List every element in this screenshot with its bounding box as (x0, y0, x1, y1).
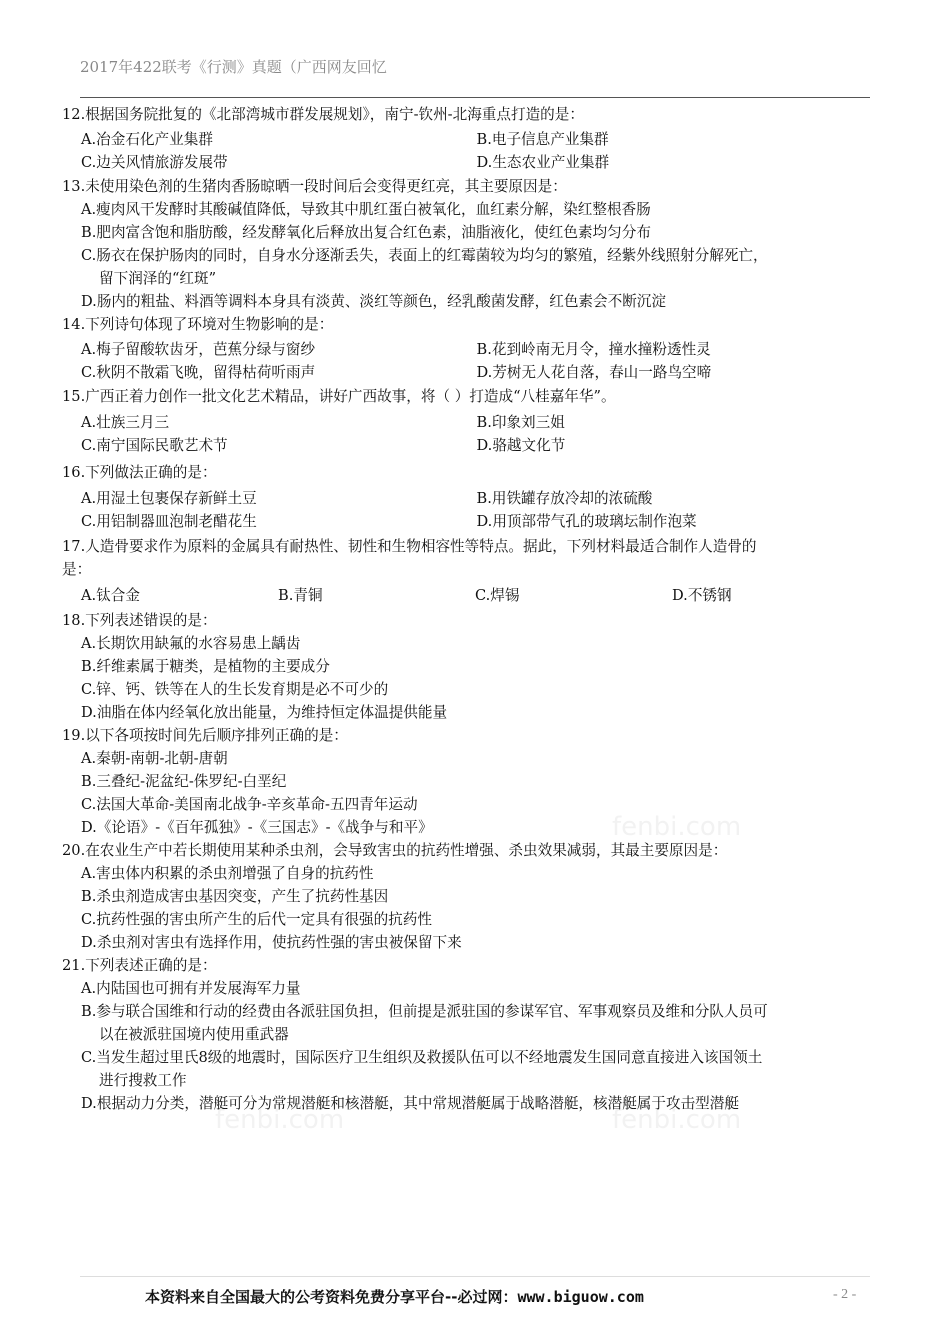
option-b: B.电子信息产业集群 (476, 131, 609, 148)
watermark: fenbi.com (612, 812, 742, 842)
option-c: C.边关风情旅游发展带 (81, 154, 228, 171)
question-stem: 20.在农业生产中若长期使用某种杀虫剂，会导致害虫的抗药性增强、杀虫效果减弱，其最主要原因是： (62, 842, 728, 859)
option-a: A.长期饮用缺氟的水容易患上龋齿 (81, 635, 301, 652)
option-c-line2: 留下润泽的“红斑” (99, 270, 217, 287)
question-stem: 17.人造骨要求作为原料的金属具有耐热性、韧性和生物相容性等特点。据此，下列材料最适合制作人造骨的 (62, 538, 757, 555)
watermark: fenbi.com (215, 1105, 345, 1135)
question-16 (62, 461, 872, 533)
question-13 (62, 175, 872, 313)
question-19 (62, 724, 872, 839)
option-b (62, 1000, 872, 1046)
option-b: B.三叠纪-泥盆纪-侏罗纪-白垩纪 (81, 773, 287, 790)
header-divider (80, 97, 870, 98)
question-14 (62, 313, 872, 384)
option-c-line2: 进行搜救工作 (99, 1072, 187, 1089)
option-c: C.锌、钙、铁等在人的生长发育期是必不可少的 (81, 681, 389, 698)
option-a: A.内陆国也可拥有并发展海军力量 (81, 980, 301, 997)
option-c (62, 244, 872, 290)
question-20 (62, 839, 872, 954)
question-stem: 15.广西正着力创作一批文化艺术精品，讲好广西故事，将（ ）打造成“八桂嘉年华”。 (62, 388, 616, 405)
option-d: D.不锈钢 (672, 587, 732, 604)
question-list (62, 103, 872, 1115)
question-stem: 18.下列表述错误的是： (62, 612, 217, 629)
option-b: B.印象刘三姐 (476, 414, 565, 431)
option-a: A.秦朝-南朝-北朝-唐朝 (81, 750, 228, 767)
option-c: C.法国大革命-美国南北战争-辛亥革命-五四青年运动 (81, 796, 418, 813)
option-d: D.油脂在体内经氧化放出能量，为维持恒定体温提供能量 (81, 704, 448, 721)
footer-url[interactable]: www.biguow.com (517, 1288, 644, 1306)
option-d: D.根据动力分类，潜艇可分为常规潜艇和核潜艇，其中常规潜艇属于战略潜艇，核潜艇属于攻击型潜艇 (81, 1095, 739, 1112)
option-a: A.用湿土包裹保存新鲜土豆 (81, 490, 257, 507)
option-d: D.用顶部带气孔的玻璃坛制作泡菜 (476, 513, 697, 530)
option-b: B.青铜 (278, 587, 323, 604)
option-d: D.骆越文化节 (476, 437, 566, 454)
option-b: B.花到岭南无月令，撞水撞粉透性灵 (476, 341, 711, 358)
question-stem: 12.根据国务院批复的《北部湾城市群发展规划》，南宁-钦州-北海重点打造的是： (62, 106, 584, 123)
option-a: A.瘦肉风干发酵时其酸碱值降低，导致其中肌红蛋白被氧化，血红素分解，染红整根香肠 (81, 201, 651, 218)
option-a: A.壮族三月三 (81, 414, 170, 431)
option-c: C.秋阴不散霜飞晚，留得枯荷听雨声 (81, 364, 316, 381)
option-b: B.杀虫剂造成害虫基因突变，产生了抗药性基因 (81, 888, 389, 905)
option-b: B.纤维素属于糖类，是植物的主要成分 (81, 658, 330, 675)
watermark: fenbi.com (612, 1105, 742, 1135)
question-21 (62, 954, 872, 1115)
question-18 (62, 609, 872, 724)
option-c: C.用铝制器皿泡制老醋花生 (81, 513, 257, 530)
option-c-line1: C.肠衣在保护肠肉的同时，自身水分逐渐丢失，表面上的红霉菌较为均匀的繁殖，经紫外线照射分解死亡， (81, 247, 768, 264)
option-c (62, 1046, 872, 1092)
question-stem: 13.未使用染色剂的生猪肉香肠晾晒一段时间后会变得更红亮，其主要原因是： (62, 178, 567, 195)
question-12 (62, 103, 872, 174)
question-stem: 19.以下各项按时间先后顺序排列正确的是： (62, 727, 348, 744)
question-stem: 21.下列表述正确的是： (62, 957, 217, 974)
option-d: D.肠内的粗盐、料酒等调料本身具有淡黄、淡红等颜色，经乳酸菌发酵，红色素会不断沉淀 (81, 293, 666, 310)
option-b: B.肥肉富含饱和脂肪酸，经发酵氧化后释放出复合红色素，油脂液化，使红色素均匀分布 (81, 224, 651, 241)
page-header: 2017年422联考《行测》真题（广西网友回忆 (80, 58, 387, 76)
footer-divider (80, 1276, 870, 1277)
question-stem: 16.下列做法正确的是： (62, 464, 217, 481)
option-d: D.生态农业产业集群 (476, 154, 610, 171)
option-c: C.南宁国际民歌艺术节 (81, 437, 228, 454)
page-footer (145, 1286, 644, 1307)
option-a: A.害虫体内积累的杀虫剂增强了自身的抗药性 (81, 865, 374, 882)
option-c: C.抗药性强的害虫所产生的后代一定具有很强的抗药性 (81, 911, 432, 928)
option-c-line1: C.当发生超过里氏8级的地震时，国际医疗卫生组织及救援队伍可以不经地震发生国同意直接进入该国领土 (81, 1049, 763, 1066)
option-d: D.《论语》-《百年孤独》-《三国志》-《战争与和平》 (81, 819, 433, 836)
option-a: A.钛合金 (81, 587, 140, 604)
option-a: A.冶金石化产业集群 (81, 131, 213, 148)
option-a: A.梅子留酸软齿牙，芭蕉分绿与窗纱 (81, 341, 316, 358)
question-15 (62, 385, 872, 457)
footer-text: 本资料来自全国最大的公考资料免费分享平台--必过网： (145, 1288, 518, 1306)
option-b-line1: B.参与联合国维和行动的经费由各派驻国负担，但前提是派驻国的参谋军官、军事观察员及维和分队人员可 (81, 1003, 768, 1020)
question-stem-cont: 是： (62, 561, 92, 578)
page-number: - 2 - (833, 1287, 857, 1302)
question-17 (62, 535, 872, 607)
option-c: C.焊锡 (475, 587, 520, 604)
option-b-line2: 以在被派驻国境内使用重武器 (99, 1026, 289, 1043)
option-b: B.用铁罐存放冷却的浓硫酸 (476, 490, 653, 507)
option-d: D.杀虫剂对害虫有选择作用，使抗药性强的害虫被保留下来 (81, 934, 462, 951)
option-d: D.芳树无人花自落，春山一路鸟空啼 (476, 364, 712, 381)
question-stem: 14.下列诗句体现了环境对生物影响的是： (62, 316, 334, 333)
